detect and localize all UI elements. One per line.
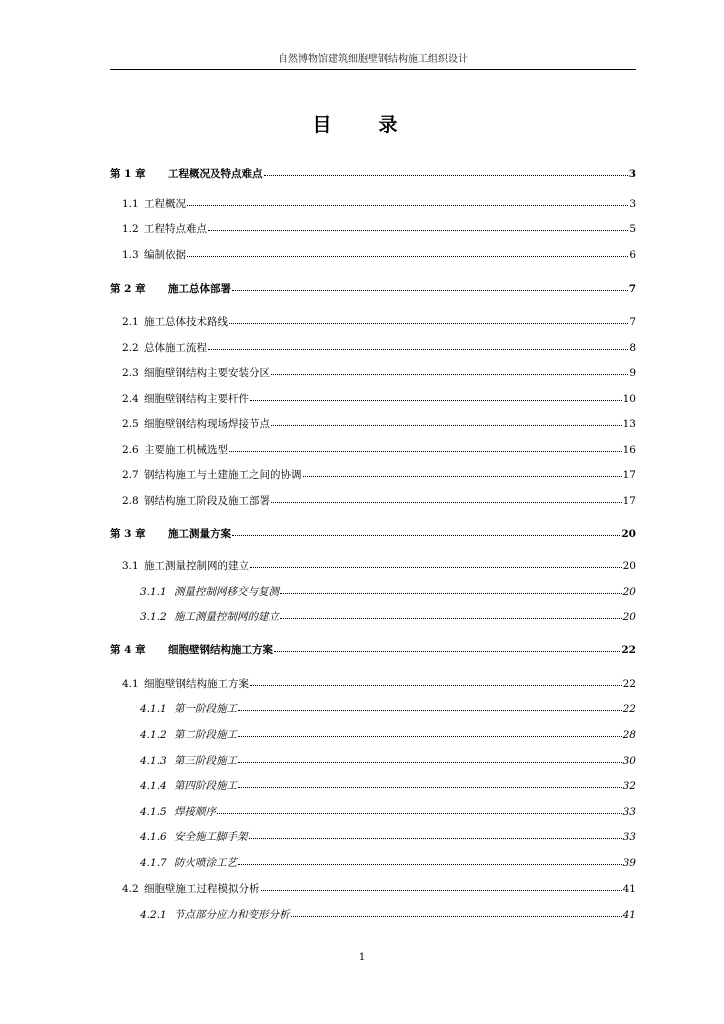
toc-dot-leader (238, 855, 622, 865)
toc-entry-label: 焊接顺序 (174, 806, 216, 818)
toc-entry-number: 2.6 (122, 444, 139, 456)
toc-entry-number: 2.2 (122, 342, 139, 354)
toc-dot-leader (264, 166, 628, 176)
toc-title: 目 录 (312, 114, 412, 136)
toc-entry-page: 20 (622, 586, 636, 598)
toc-entry-page: 33 (622, 806, 636, 818)
toc-entry-label: 测量控制网移交与复测 (174, 586, 279, 598)
toc-subsection-entry[interactable] (110, 907, 636, 922)
toc-chapter-entry[interactable] (110, 166, 636, 181)
toc-section-entry[interactable] (110, 365, 636, 380)
toc-dot-leader (238, 701, 622, 711)
toc-dot-leader (291, 907, 622, 917)
toc-entry-number: 4.2 (122, 883, 139, 895)
toc-chapter-entry[interactable] (110, 642, 636, 657)
toc-entry-page: 22 (622, 703, 636, 715)
toc-entry-page: 22 (621, 644, 636, 656)
toc-entry-number: 4.2.1 (140, 909, 167, 921)
toc-entry-label: 施工测量方案 (168, 528, 231, 540)
toc-entry-label: 施工测量控制网的建立 (174, 611, 279, 623)
toc-entry-page: 39 (622, 857, 636, 869)
toc-entry-page: 3 (629, 198, 636, 210)
toc-dot-leader (238, 778, 622, 788)
toc-subsection-entry[interactable] (110, 804, 636, 819)
toc-entry-number: 第 1 章 (110, 168, 146, 180)
toc-entry-page: 16 (622, 444, 636, 456)
toc-dot-leader (250, 676, 622, 686)
toc-entry-number: 2.8 (122, 495, 139, 507)
toc-dot-leader (229, 314, 628, 324)
toc-entry-label: 第一阶段施工 (174, 703, 237, 715)
toc-entry-page: 7 (628, 283, 636, 295)
toc-entry-page: 20 (622, 560, 636, 572)
toc-entry-number: 4.1.2 (140, 729, 167, 741)
toc-entry-page: 7 (629, 316, 636, 328)
toc-section-entry[interactable] (110, 391, 636, 406)
toc-section-entry[interactable] (110, 676, 636, 691)
toc-dot-leader (274, 642, 620, 652)
toc-dot-leader (280, 609, 622, 619)
toc-dot-leader (232, 281, 628, 291)
toc-entry-page: 32 (622, 780, 636, 792)
toc-entry-number: 3.1.1 (140, 586, 167, 598)
toc-dot-leader (217, 804, 622, 814)
toc-dot-leader (229, 442, 622, 452)
toc-entry-label: 细胞壁钢结构施工方案 (144, 678, 249, 690)
toc-entry-number: 3.1.2 (140, 611, 167, 623)
toc-entry-label: 工程概况及特点难点 (168, 168, 263, 180)
toc-entry-label: 施工测量控制网的建立 (144, 560, 249, 572)
toc-dot-leader (208, 221, 628, 231)
toc-entry-number: 4.1.5 (140, 806, 167, 818)
toc-chapter-entry[interactable] (110, 281, 636, 296)
toc-entry-label: 钢结构施工阶段及施工部署 (144, 495, 270, 507)
toc-subsection-entry[interactable] (110, 778, 636, 793)
toc-entry-page: 28 (622, 729, 636, 741)
toc-entry-number: 第 4 章 (110, 644, 146, 656)
toc-entry-page: 20 (621, 528, 636, 540)
toc-dot-leader (250, 558, 622, 568)
toc-entry-number: 1.3 (122, 249, 139, 261)
toc-entry-label: 细胞壁钢结构主要杆件 (144, 393, 249, 405)
toc-dot-leader (250, 391, 622, 401)
toc-subsection-entry[interactable] (110, 584, 636, 599)
toc-entry-page: 5 (629, 223, 636, 235)
toc-entry-page: 20 (622, 611, 636, 623)
toc-entry-number: 2.1 (122, 316, 139, 328)
toc-subsection-entry[interactable] (110, 753, 636, 768)
toc-section-entry[interactable] (110, 416, 636, 431)
toc-entry-page: 30 (622, 755, 636, 767)
toc-dot-leader (238, 753, 622, 763)
toc-entry-number: 2.7 (122, 469, 139, 481)
toc-entry-number: 第 3 章 (110, 528, 146, 540)
toc-entry-label: 编制依据 (144, 249, 186, 261)
toc-entry-label: 工程特点难点 (144, 223, 207, 235)
toc-entry-label: 细胞壁施工过程模拟分析 (144, 883, 260, 895)
toc-dot-leader (249, 829, 622, 839)
running-header: 自然博物馆建筑细胞壁钢结构施工组织设计 (110, 50, 636, 70)
toc-entry-page: 41 (622, 883, 636, 895)
toc-entry-label: 节点部分应力和变形分析 (174, 909, 290, 921)
toc-entry-number: 4.1 (122, 678, 139, 690)
toc-subsection-entry[interactable] (110, 727, 636, 742)
toc-entry-number: 2.4 (122, 393, 139, 405)
toc-entry-number: 4.1.6 (140, 831, 167, 843)
toc-entry-label: 细胞壁钢结构施工方案 (168, 644, 273, 656)
toc-entry-page: 8 (629, 342, 636, 354)
toc-entry-number: 3.1 (122, 560, 139, 572)
toc-dot-leader (187, 196, 628, 206)
toc-entry-label: 安全施工脚手架 (174, 831, 248, 843)
toc-entry-label: 钢结构施工与土建施工之间的协调 (144, 469, 302, 481)
toc-entry-number: 2.5 (122, 418, 139, 430)
toc-subsection-entry[interactable] (110, 609, 636, 624)
toc-entry-label: 主要施工机械选型 (144, 444, 228, 456)
toc-dot-leader (261, 881, 622, 891)
toc-entry-page: 10 (622, 393, 636, 405)
toc-entry-number: 4.1.3 (140, 755, 167, 767)
toc-dot-leader (238, 727, 622, 737)
toc-entry-page: 13 (622, 418, 636, 430)
toc-section-entry[interactable] (110, 442, 636, 457)
toc-dot-leader (280, 584, 622, 594)
toc-entry-number: 1.2 (122, 223, 139, 235)
toc-chapter-entry[interactable] (110, 526, 636, 541)
toc-entry-label: 总体施工流程 (144, 342, 207, 354)
toc-entry-number: 第 2 章 (110, 283, 146, 295)
toc-entry-label: 施工总体技术路线 (144, 316, 228, 328)
toc-entry-page: 22 (622, 678, 636, 690)
toc-entry-label: 防火喷涂工艺 (174, 857, 237, 869)
toc-entry-number: 4.1.7 (140, 857, 167, 869)
toc-section-entry[interactable] (110, 314, 636, 329)
toc-subsection-entry[interactable] (110, 701, 636, 716)
toc-section-entry[interactable] (110, 467, 636, 482)
toc-entry-label: 第四阶段施工 (174, 780, 237, 792)
page-number: 1 (358, 952, 366, 963)
toc-section-entry[interactable] (110, 340, 636, 355)
toc-entry-page: 17 (622, 469, 636, 481)
toc-dot-leader (271, 493, 622, 503)
toc-section-entry[interactable] (110, 247, 636, 262)
toc-entry-label: 第二阶段施工 (174, 729, 237, 741)
toc-entry-label: 施工总体部署 (168, 283, 231, 295)
toc-entry-number: 4.1.1 (140, 703, 167, 715)
toc-entry-page: 41 (622, 909, 636, 921)
toc-entry-label: 第三阶段施工 (174, 755, 237, 767)
toc-entry-page: 6 (629, 249, 636, 261)
toc-section-entry[interactable] (110, 881, 636, 896)
toc-section-entry[interactable] (110, 196, 636, 211)
toc-dot-leader (208, 340, 628, 350)
toc-entry-page: 9 (629, 367, 636, 379)
toc-dot-leader (271, 416, 622, 426)
toc-entry-page: 33 (622, 831, 636, 843)
toc-entry-label: 工程概况 (144, 198, 186, 210)
toc-section-entry[interactable] (110, 493, 636, 508)
toc-subsection-entry[interactable] (110, 829, 636, 844)
toc-dot-leader (303, 467, 622, 477)
toc-section-entry[interactable] (110, 221, 636, 236)
toc-entry-number: 1.1 (122, 198, 139, 210)
toc-entry-number: 2.3 (122, 367, 139, 379)
toc-dot-leader (232, 526, 620, 536)
toc-entry-page: 17 (622, 495, 636, 507)
toc-dot-leader (271, 365, 628, 375)
toc-entry-label: 细胞壁钢结构主要安装分区 (144, 367, 270, 379)
toc-entry-label: 细胞壁钢结构现场焊接节点 (144, 418, 270, 430)
toc-entry-page: 3 (628, 168, 636, 180)
toc-subsection-entry[interactable] (110, 855, 636, 870)
toc-dot-leader (187, 247, 628, 257)
toc-entry-number: 4.1.4 (140, 780, 167, 792)
toc-section-entry[interactable] (110, 558, 636, 573)
